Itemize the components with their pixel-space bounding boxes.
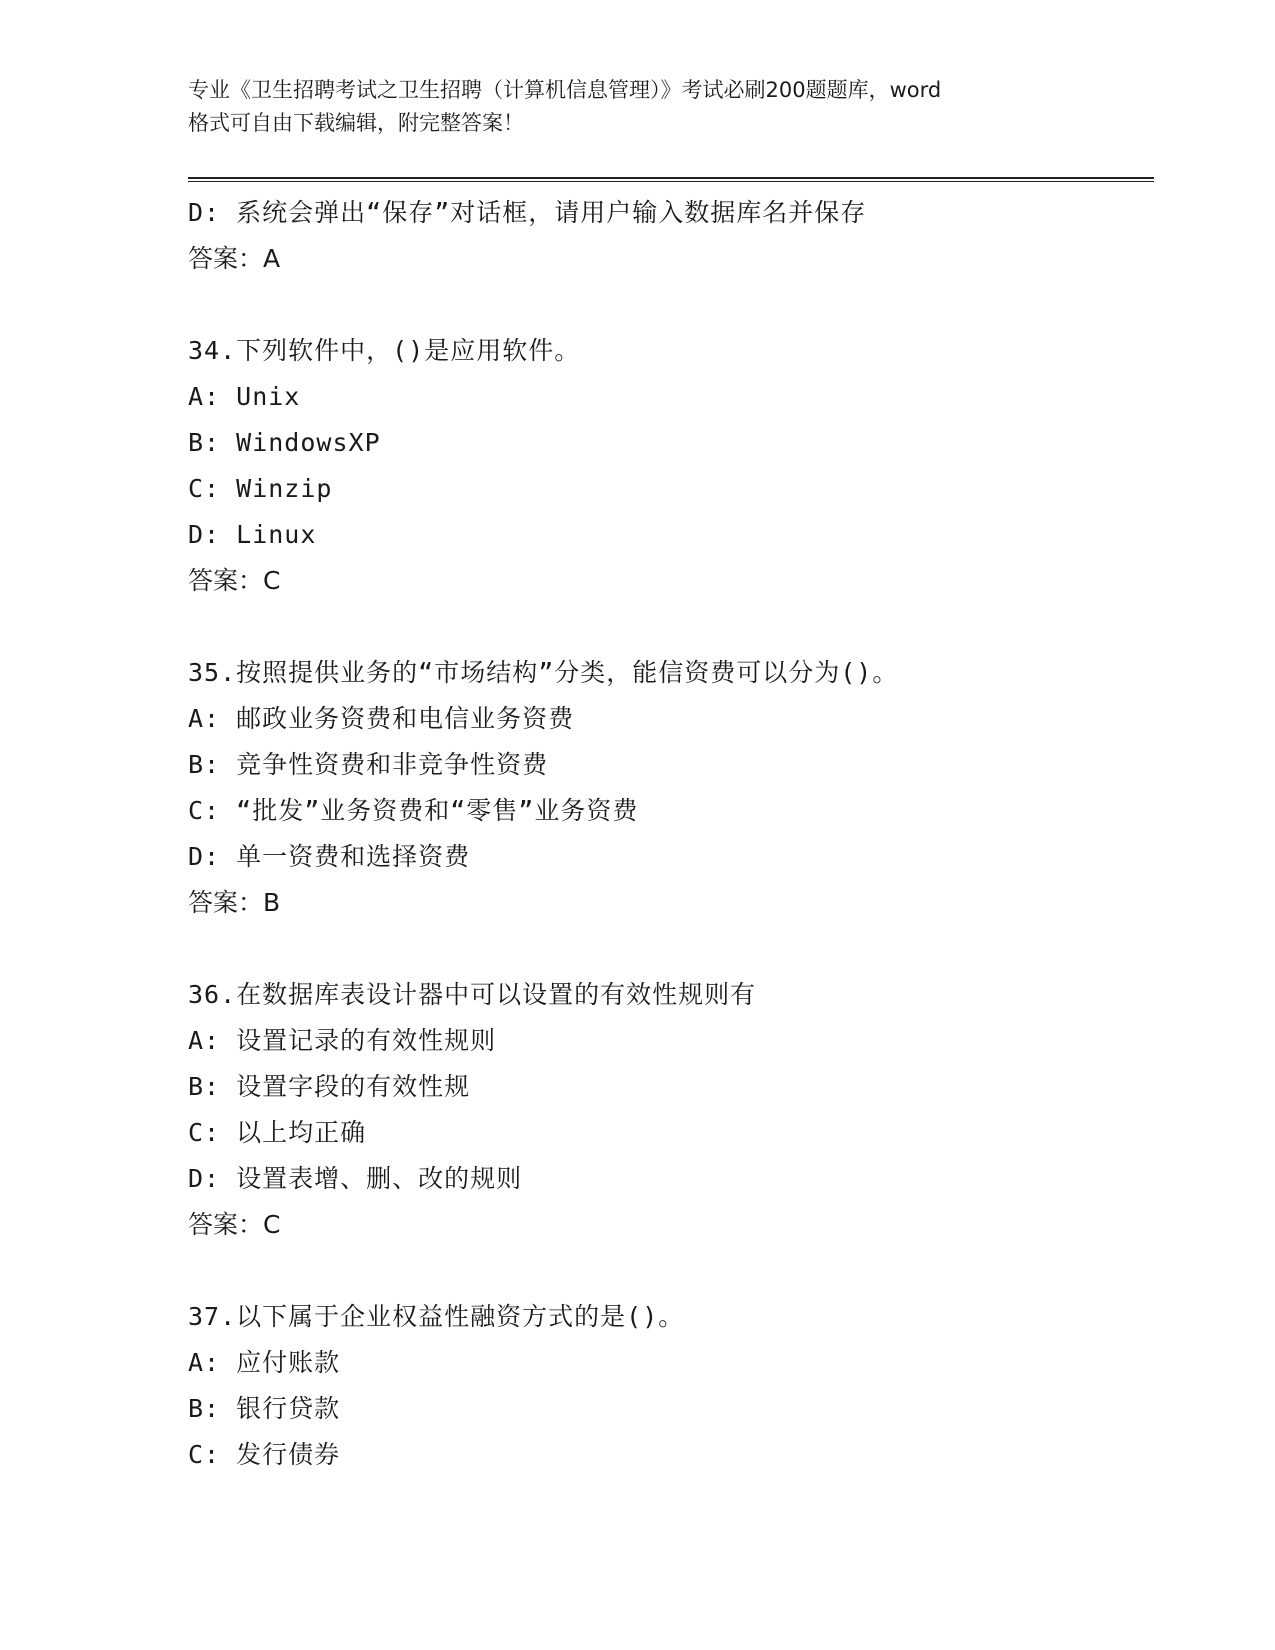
- question-text: 34.下列软件中，()是应用软件。: [188, 336, 581, 365]
- option-b: B: 银行贷款: [188, 1394, 341, 1423]
- answer-label: 答案：C: [188, 1210, 281, 1239]
- header-title-line-2: 格式可自由下载编辑，附完整答案！: [188, 111, 524, 135]
- block-spacer: [188, 1248, 1148, 1294]
- option-a: A: 应付账款: [188, 1348, 341, 1377]
- block-spacer: [188, 282, 1148, 328]
- option-d: D: 系统会弹出“保存”对话框，请用户输入数据库名并保存: [188, 198, 867, 227]
- question-block: [188, 328, 1148, 604]
- option-a: A: 邮政业务资费和电信业务资费: [188, 704, 575, 733]
- option-a: A: Unix: [188, 382, 301, 411]
- question-block: [188, 190, 1148, 282]
- question-text: 35.按照提供业务的“市场结构”分类，能信资费可以分为()。: [188, 658, 899, 687]
- answer-label: 答案：A: [188, 244, 281, 273]
- option-c: C: Winzip: [188, 474, 333, 503]
- question-block: [188, 1294, 1148, 1478]
- option-a: A: 设置记录的有效性规则: [188, 1026, 497, 1055]
- option-c: C: 发行债券: [188, 1440, 341, 1469]
- question-text: 37.以下属于企业权益性融资方式的是()。: [188, 1302, 685, 1331]
- option-c: C: “批发”业务资费和“零售”业务资费: [188, 796, 639, 825]
- option-c: C: 以上均正确: [188, 1118, 367, 1147]
- question-block: [188, 972, 1148, 1248]
- option-b: B: 设置字段的有效性规: [188, 1072, 471, 1101]
- answer-label: 答案：C: [188, 566, 281, 595]
- header-title-line-1: 专业《卫生招聘考试之卫生招聘（计算机信息管理）》考试必刷200题题库，word: [188, 78, 942, 102]
- question-list: [188, 190, 1148, 1478]
- option-b: B: 竞争性资费和非竞争性资费: [188, 750, 549, 779]
- option-d: D: 设置表增、删、改的规则: [188, 1164, 523, 1193]
- option-d: D: Linux: [188, 520, 317, 549]
- option-d: D: 单一资费和选择资费: [188, 842, 471, 871]
- question-block: [188, 650, 1148, 926]
- answer-label: 答案：B: [188, 888, 281, 917]
- block-spacer: [188, 926, 1148, 972]
- header-divider: [188, 177, 1154, 182]
- block-spacer: [188, 604, 1148, 650]
- option-b: B: WindowsXP: [188, 428, 381, 457]
- page-header: [188, 74, 1088, 140]
- question-text: 36.在数据库表设计器中可以设置的有效性规则有: [188, 980, 757, 1009]
